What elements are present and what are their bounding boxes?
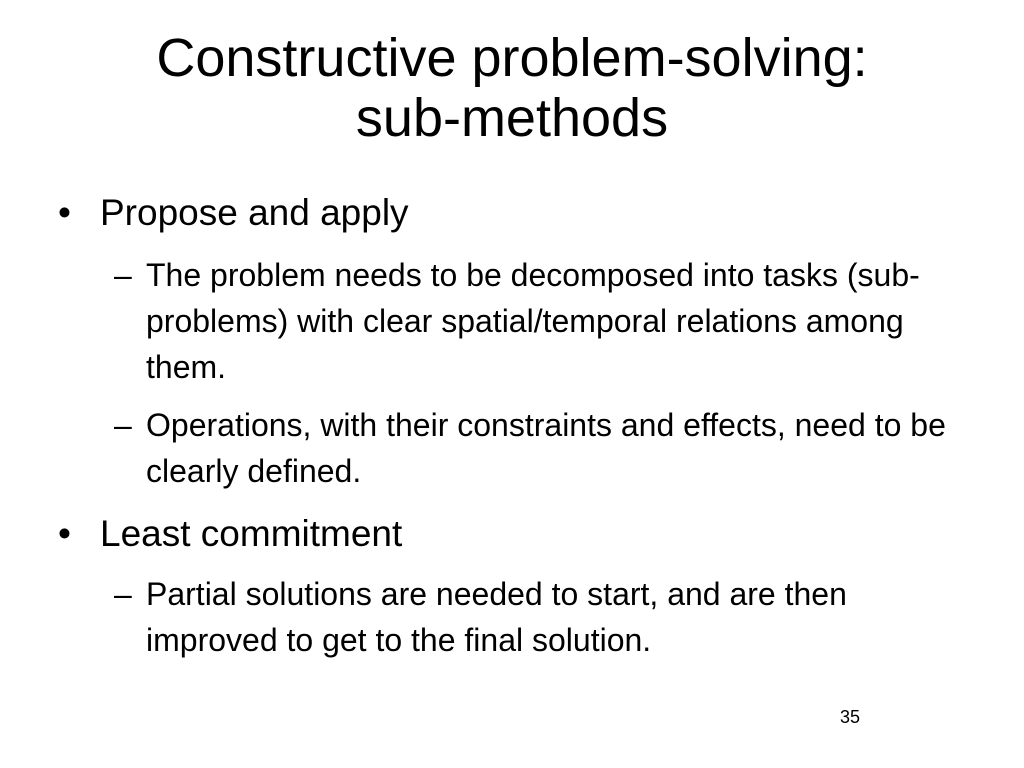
bullet-icon: • [58,192,71,233]
bullet-icon: • [58,513,71,554]
bullet-label: Propose and apply [100,192,409,233]
slide-title-line-1: Constructive problem-solving: [156,28,868,88]
bullet-label: Least commitment [100,513,403,554]
slide-title-line-2: sub-methods [355,88,669,148]
sub-bullet-decompose [114,252,966,390]
sub-bullet-text: Partial solutions are needed to start, and are then improved to get to the final solution. [146,576,847,658]
bullet-least-commitment [58,513,403,555]
dash-icon: – [114,576,132,612]
sub-bullet-partial-solutions [114,571,966,663]
dash-icon: – [114,407,132,443]
dash-icon: – [114,257,132,293]
sub-bullet-text: The problem needs to be decomposed into tasks (sub-problems) with clear spatial/temporal relations among them. [146,257,920,385]
sub-bullet-text: Operations, with their constraints and effects, need to be clearly defined. [146,407,946,489]
bullet-propose-and-apply [58,192,409,234]
sub-bullet-operations [114,402,966,494]
page-number: 35 [840,707,861,727]
